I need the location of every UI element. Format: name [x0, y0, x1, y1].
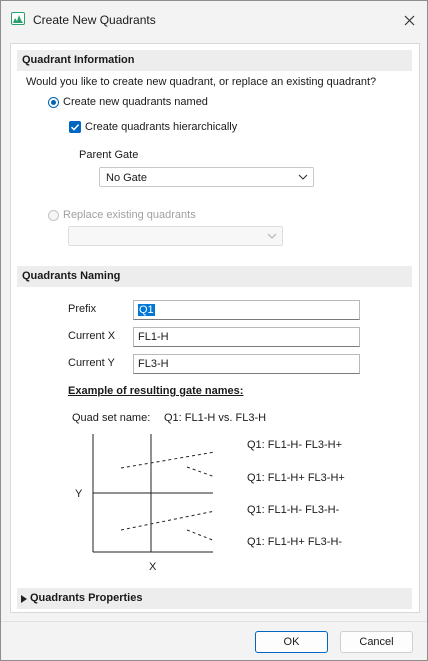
expand-arrow-icon [21, 595, 27, 603]
quadrants-properties-label: Quadrants Properties [30, 592, 143, 604]
gate-name-2: Q1: FL1-H+ FL3-H+ [247, 472, 345, 484]
window-title: Create New Quadrants [33, 13, 156, 27]
replace-existing-label[interactable]: Replace existing quadrants [63, 209, 196, 221]
current-x-value: FL1-H [138, 331, 169, 343]
close-icon [404, 15, 415, 26]
current-x-input[interactable] [133, 327, 360, 347]
content-panel [10, 43, 420, 613]
example-title: Example of resulting gate names: [68, 385, 244, 397]
current-y-input[interactable] [133, 354, 360, 374]
gate-name-3: Q1: FL1-H- FL3-H- [247, 504, 340, 516]
app-chart-icon [11, 12, 25, 25]
quadrants-naming-header: Quadrants Naming [17, 266, 412, 287]
parent-gate-label: Parent Gate [79, 149, 139, 161]
create-or-replace-question: Would you like to create new quadrant, or replace an existing quadrant? [26, 76, 377, 88]
quad-set-label: Quad set name: [72, 412, 151, 424]
prefix-value: Q1 [139, 304, 154, 316]
chevron-down-icon [267, 232, 277, 240]
gate-name-4: Q1: FL1-H+ FL3-H- [247, 536, 343, 548]
replace-existing-radio[interactable] [48, 210, 59, 221]
current-x-label: Current X [68, 330, 116, 342]
quadrants-properties-header[interactable] [17, 588, 412, 609]
prefix-label: Prefix [68, 303, 97, 315]
hierarchical-checkbox[interactable] [69, 121, 81, 133]
ok-button[interactable]: OK [255, 631, 328, 653]
check-icon [69, 121, 81, 133]
replace-quadrant-select [68, 226, 283, 246]
quadrant-example-diagram [91, 434, 215, 556]
create-new-label[interactable]: Create new quadrants named [63, 96, 208, 108]
cancel-button[interactable]: Cancel [340, 631, 413, 653]
leader-line-4 [187, 530, 215, 541]
gate-name-1: Q1: FL1-H- FL3-H+ [247, 439, 343, 451]
axis-y-label: Y [75, 488, 83, 500]
current-y-value: FL3-H [138, 358, 169, 370]
parent-gate-value: No Gate [106, 172, 147, 184]
quadrant-information-header: Quadrant Information [17, 50, 412, 71]
footer-divider [1, 621, 427, 622]
leader-line-2 [187, 467, 215, 477]
prefix-input[interactable] [133, 300, 360, 320]
current-y-label: Current Y [68, 357, 115, 369]
close-button[interactable] [397, 9, 421, 31]
title-bar [1, 1, 427, 37]
create-new-radio[interactable] [48, 97, 59, 108]
axis-x-label: X [149, 561, 157, 573]
parent-gate-select[interactable] [99, 167, 314, 187]
leader-line-3 [121, 511, 215, 530]
chevron-down-icon [298, 173, 308, 181]
leader-line-1 [121, 452, 215, 468]
hierarchical-label[interactable]: Create quadrants hierarchically [85, 121, 238, 133]
quad-set-value: Q1: FL1-H vs. FL3-H [164, 412, 267, 424]
